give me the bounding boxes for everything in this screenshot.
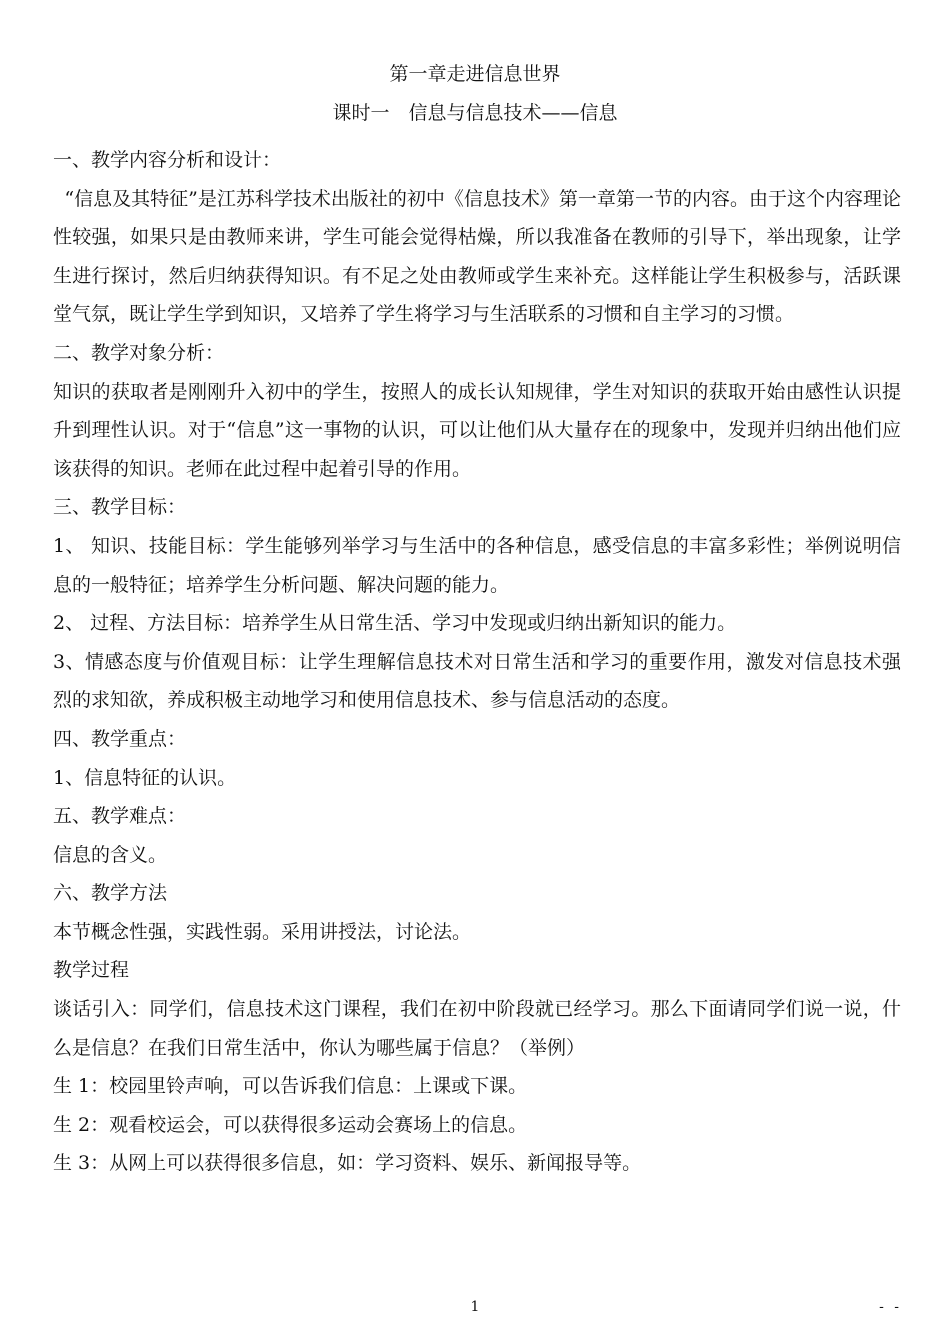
goal-item-attitude: 3、情感态度与价值观目标：让学生理解信息技术对日常生活和学习的重要作用，激发对信息技术强烈的求知欲，养成积极主动地学习和使用信息技术、参与信息活动的态度。 [53,650,901,712]
lesson-subtitle: 课时一 信息与信息技术——信息 [332,102,618,124]
chapter-title: 第一章走进信息世界 [389,63,561,85]
student-answer-3: 生 3：从网上可以获得很多信息，如：学习资料、娱乐、新闻报导等。 [53,1152,642,1175]
difficulty-item: 信息的含义。 [53,843,168,866]
footer-mark: - - [879,1299,902,1315]
student-answer-1: 生 1：校园里铃声响，可以告诉我们信息：上课或下课。 [53,1075,528,1098]
section-heading-difficulties: 五、教学难点： [53,805,187,828]
document-body [53,141,901,1183]
section-heading-methods: 六、教学方法 [53,882,168,905]
section-heading-goals: 三、教学目标： [53,496,187,519]
student-answer-2: 生 2：观看校运会，可以获得很多运动会赛场上的信息。 [53,1113,528,1136]
key-point-item: 1、信息特征的认识。 [53,766,237,789]
methods-text: 本节概念性强，实践性弱。采用讲授法，讨论法。 [53,920,472,943]
paragraph-audience-analysis: 知识的获取者是刚刚升入初中的学生，按照人的成长认知规律，学生对知识的获取开始由感性认识提升到理性认识。对于“信息”这一事物的认识，可以让他们从大量存在的现象中，发现并归纳出他们应该获得的知识。老师在此过程中起着引导的作用。 [53,380,901,480]
section-heading-key-points: 四、教学重点： [53,727,187,750]
section-heading-content-analysis: 一、教学内容分析和设计： [53,149,282,171]
section-heading-process: 教学过程 [53,959,130,982]
goal-item-knowledge: 1、 知识、技能目标：学生能够列举学习与生活中的各种信息，感受信息的丰富多彩性；举例说明信息的一般特征；培养学生分析问题、解决问题的能力。 [53,534,901,596]
paragraph-introduction: 谈话引入：同学们，信息技术这门课程，我们在初中阶段就已经学习。那么下面请同学们说一说，什么是信息？在我们日常生活中，你认为哪些属于信息？（举例） [53,998,901,1059]
goal-item-process: 2、 过程、方法目标：培养学生从日常生活、学习中发现或归纳出新知识的能力。 [53,612,737,635]
page-number: 1 [470,1299,480,1315]
paragraph-content-analysis: “信息及其特征”是江苏科学技术出版社的初中《信息技术》第一章第一节的内容。由于这个内容理论性较强，如果只是由教师来讲，学生可能会觉得枯燥，所以我准备在教师的引导下，举出现象，让学生进行探讨，然后归纳获得知识。有不足之处由教师或学生来补充。这样能让学生积极参与，活跃课堂气氛，既让学生学到知识，又培养了学生将学习与生活联系的习惯和自主学习的习惯。 [53,187,901,326]
section-heading-audience-analysis: 二、教学对象分析： [53,341,225,364]
